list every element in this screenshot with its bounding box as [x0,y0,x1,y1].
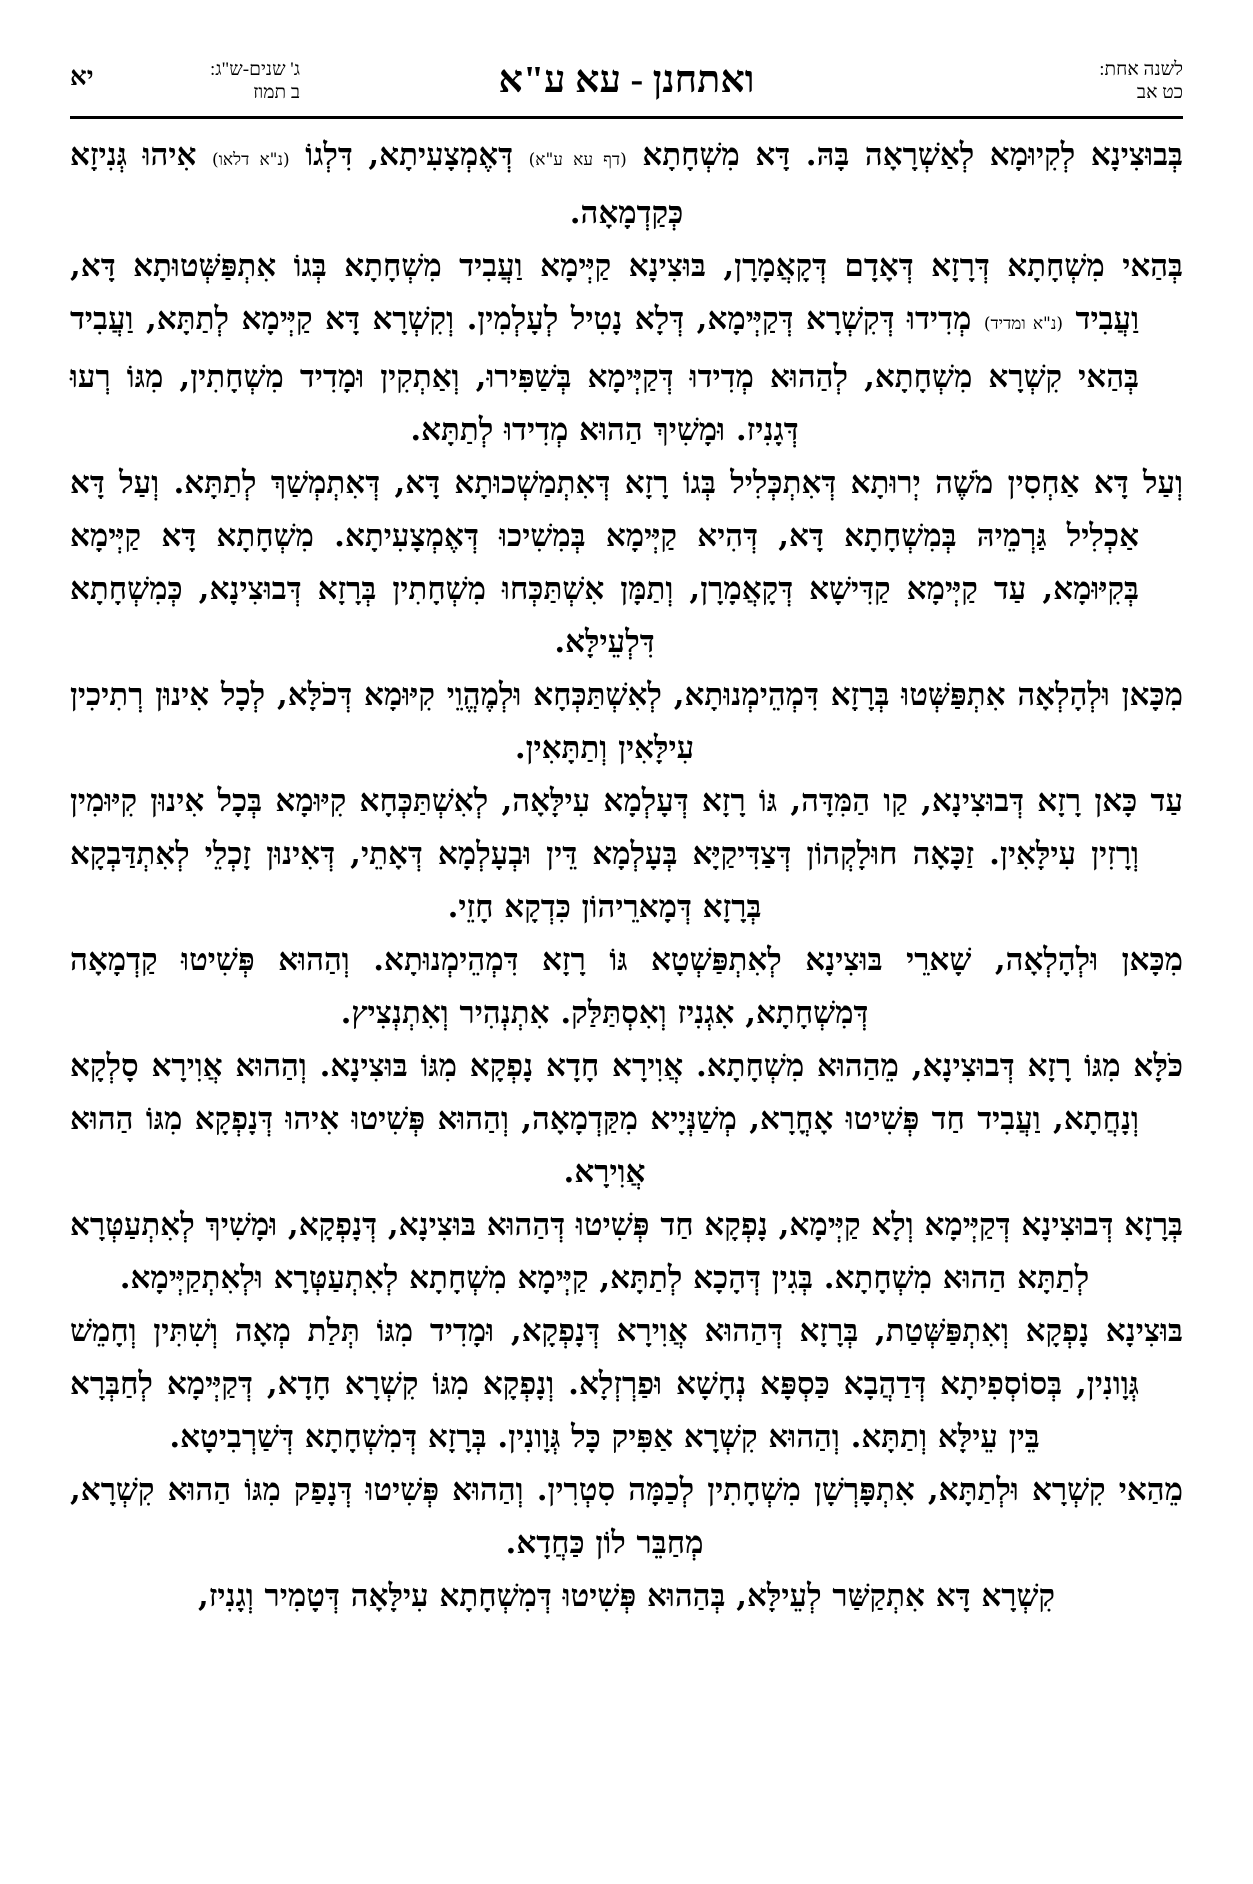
page-number: יא [70,62,94,91]
page-header [70,58,1183,108]
paragraph [70,775,1183,934]
text-segment: מִכָּאן וּלְהָלְאָה, שָׁארֵי בּוּצִינָא לְאִתְפַּשְׁטָא גּוֹ רָזָא דִּמְהֵימְנוּתָא. וְהַהוּא פְּשִׁיטוּ קַדְמָאָה דְּמִשְׁחָתָא, אִגְנִיז וְאִסְתַּלַּק. אִתְנְהִיר וְאִתְנְצִיץ. [70,942,1183,1031]
header-left-block [70,58,300,104]
header-rule [70,116,1183,119]
paragraph [70,669,1183,775]
text-segment: מִכָּאן וּלְהָלְאָה אִתְפַּשְּׁטוּ בְּרָזָא דִּמְהֵימְנוּתָא, לְאִשְׁתַּכְּחָא וּלְמֶהֱוֵי קִיּוּמָא דְּכֹלָּא, לְכָל אִינוּן רְתִיכִין עִילָּאִין וְתַתָּאִין. [70,677,1183,766]
text-segment: דְּאֶמְצָעִיתָא, דִּלְגוֹ [289,137,529,173]
alternate-reading-note: (נ"א ומדיד) [983,314,1064,334]
header-right-block [953,58,1183,104]
header-title: ואתחנן - עא ע"א [498,59,755,101]
paragraph [70,1305,1183,1464]
paragraph [70,934,1183,1040]
header-left-line2: ב תמוז [253,82,300,103]
body-text [70,129,1183,1623]
header-right-line2: כט אב [1136,82,1183,103]
text-segment: בְּבוּצִינָא לְקִיוּמָא לְאַשְׁרָאָה בָּהּ. דָּא מִשְׁחָתָא [626,137,1183,173]
text-segment: עַד כָּאן רָזָא דְּבוּצִינָא, קַו הַמִּדָּה, גּוֹ רָזָא דְּעָלְמָא עִילָּאָה, לְאִשְׁתַּכְּחָא קִיּוּמָא בְּכָל אִינוּן קִיּוּמִין וְרָזִין עִילָּאִין. זַכָּאָה חוּלָקְהוֹן דְּצַדִּיקַיָּא בְּעָלְמָא דֵּין וּבְעָלְמָא דְּאָתֵי, דְּאִינוּן זָכְלֵי לְאִתְדַּבְקָא בְּרָזָא דְּמָארֵיהוֹן כִּדְקָא חָזֵי. [70,783,1183,925]
text-segment: כֹּלָּא מִגּוֹ רָזָא דְּבוּצִינָא, מֵהַהוּא מִשְׁחָתָא. אֲוִירָא חָדָא נָפְקָא מִגּוֹ בּוּצִינָא. וְהַהוּא אֲוִירָא סָלְקָא וְנָחֲתָא, וַעֲבִיד חַד פְּשִׁיטוּ אָחֳרָא, מְשַׁנְּיָיא מִקַּדְמָאָה, וְהַהוּא פְּשִׁיטוּ אִיהוּ דְּנָפְקָא מִגּוֹ הַהוּא אֲוִירָא. [70,1048,1183,1190]
header-right-line1: לשנה אחת: [1099,59,1183,80]
text-segment: מְדִידוּ דְּקִשְׁרָא דְּקַיְּימָא, דְּלָא נָטִיל לְעָלְמִין. וְקִשְׁרָא דָּא קַיְּימָא לְתַתָּא, וַעֲבִיד בְּהַאי קִשְׁרָא מִשְׁחָתָא, לְהַהוּא מְדִידוּ דְּקַיְּימָא בְּשַׁפִּירוּ, וְאַתְקִין וּמָדִיד מִשְׁחָתִין, מִגּוֹ רְעוּ דְּגָנִיז. וּמָשִׁיךְ הַהוּא מְדִידוּ לְתַתָּא. [70,301,1139,448]
text-segment: מֵהַאי קִשְׁרָא וּלְתַתָּא, אִתְפָּרְשָׁן מִשְׁחָתִין לְכַמָּה סִטְרִין. וְהַהוּא פְּשִׁיטוּ דְּנָפַק מִגּוֹ הַהוּא קִשְׁרָא, מְחַבֵּר לוֹן כַּחֲדָא. [70,1472,1183,1561]
paragraph [70,1199,1183,1305]
header-left-line1: ג' שנים-ש"ג: [210,59,300,80]
paragraph [70,1464,1183,1570]
paragraph [70,1040,1183,1199]
alternate-reading-note: (נ"א דלאו) [211,150,290,170]
text-segment: בְּהַאי מִשְׁחָתָא דְּרָזָא דְּאָדָם דְּקָאֲמָרָן, בּוּצִינָא קַיְּימָא וַעֲבִיד מִשְׁחָתָא בְּגוֹ אִתְפַּשְּׁטוּתָא דָּא, וַעֲבִיד [70,248,1183,337]
text-segment: בּוּצִינָא נָפְקָא וְאִתְפַּשְּׁטַת, בְּרָזָא דְּהַהוּא אֲוִירָא דְּנָפְקָא, וּמָדִיד מִגּוֹ תְּלַת מְאָה וְשִׁתִּין וְחָמֵשׁ גְּוָונִין, בְּסוֹסְפִיתָא דְּדַהֲבָא כַּסְפָּא נְחָשָׁא וּפַרְזְלָא. וְנָפְקָא מִגּוֹ קִשְׁרָא חָדָא, דְּקַיְּימָא לְחַבְּרָא בֵּין עֵילָּא וְתַתָּא. וְהַהוּא קִשְׁרָא אַפִּיק כָּל גְּוָונִין. בְּרָזָא דְּמִשְׁחָתָא דְּשַׁרְבִיטָא. [70,1313,1183,1455]
text-segment: אִיהוּ גְּנִיזָא כְּקַדְמָאָה. [70,137,684,231]
paragraph [70,1570,1183,1623]
text-segment: וְעַל דָּא אַחְסִין מֹשֶׁה יְרוּתָא דְּאִתְכְּלִיל בְּגוֹ רָזָא דְּאִתְמַשְׁכוּתָא דָּא, דְּאִתְמְשַׁךְ לְתַתָּא. וְעַל דָּא אַכְלִיל גַּרְמֵיהּ בְּמִשְׁחָתָא דָּא, דְּהִיא קַיְּימָא בְּמִשִׁיכוּ דְּאֶמְצָעִיתָא. מִשְׁחָתָא דָּא קַיְּימָא בְּקִיּוּמָא, עַד קַיְּימָא קַדִּישָׁא דְּקָאֲמָרָן, וְתַמָּן אִשְׁתַּכְּחוּ מִשְׁחָתִין בְּרָזָא דְּבוּצִינָא, כְּמִשְׁחָתָא דִּלְעֵילָּא. [70,465,1183,660]
paragraph [70,240,1183,457]
alternate-reading-note: (דף עא ע"א) [528,150,627,170]
paragraph [70,457,1183,669]
text-segment: קִשְׁרָא דָּא אִתְקַשַּׁר לְעֵילָּא, בְּהַהוּא פְּשִׁיטוּ דְּמִשְׁחָתָא עִילָּאָה דְּטָמִיר וְגָנִיז, [197,1578,1056,1614]
header-left-text [134,58,300,104]
paragraph [70,129,1183,240]
text-segment: בְּרָזָא דְּבוּצִינָא דְּקַיְּימָא וְלָא קַיְּימָא, נָפְקָא חַד פְּשִׁיטוּ דְּהַהוּא בּוּצִינָא, דְּנָפְקָא, וּמָשִׁיךְ לְאִתְעַטְּרָא לְתַתָּא הַהוּא מִשְׁחָתָא. בְּגִין דְּהָכָא לְתַתָּא, קַיְּימָא מִשְׁחָתָא לְאִתְעַטְּרָא וּלְאִתְקַיְּימָא. [70,1207,1183,1296]
